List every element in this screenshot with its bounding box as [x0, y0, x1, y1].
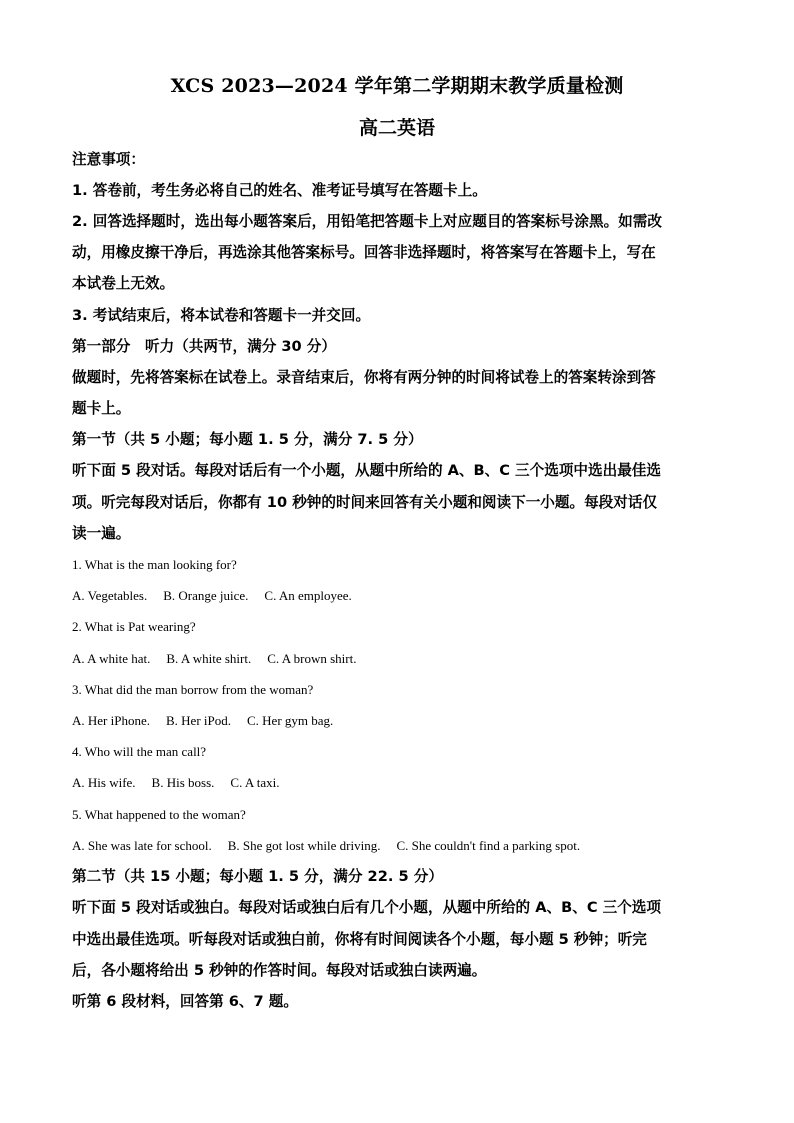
question-3-stem: 3. What did the man borrow from the woman?: [72, 682, 314, 697]
part1-intro-line-1: 做题时，先将答案标在试卷上。录音结束后，你将有两分钟的时间将试卷上的答案转涂到答: [72, 369, 656, 386]
part1-heading: 第一部分 听力（共两节，满分 30 分）: [72, 338, 336, 355]
notice-item-1: 1. 答卷前，考生务必将自己的姓名、准考证号填写在答题卡上。: [72, 182, 487, 199]
section1-heading: 第一节（共 5 小题；每小题 1. 5 分，满分 7. 5 分）: [72, 431, 423, 448]
exam-title: XCS 2023—2024 学年第二学期期末教学质量检测: [170, 75, 624, 97]
question-2-option-b: B. A white shirt.: [166, 651, 252, 666]
question-3-option-a: A. Her iPhone.: [72, 713, 150, 728]
part1-intro-line-2: 题卡上。: [72, 400, 131, 417]
section1-intro-line-1: 听下面 5 段对话。每段对话后有一个小题，从题中所给的 A、B、C 三个选项中选出最佳选: [72, 462, 661, 479]
section2-intro-line-1: 听下面 5 段对话或独白。每段对话或独白后有几个小题，从题中所给的 A、B、C 三个选项: [72, 899, 661, 916]
question-3-options: [72, 713, 722, 729]
question-3-option-b: B. Her iPod.: [166, 713, 231, 728]
question-1-option-b: B. Orange juice.: [163, 588, 249, 603]
question-1-stem: 1. What is the man looking for?: [72, 557, 237, 572]
notice-item-2-line-1: 2. 回答选择题时，选出每小题答案后，用铅笔把答题卡上对应题目的答案标号涂黑。如需改: [72, 213, 662, 230]
section1-intro-line-3: 读一遍。: [72, 525, 131, 542]
section2-instruction: 听第 6 段材料，回答第 6、7 题。: [72, 993, 298, 1010]
notice-item-3: 3. 考试结束后，将本试卷和答题卡一并交回。: [72, 307, 371, 324]
question-1-option-c: C. An employee.: [264, 588, 352, 603]
question-5-option-a: A. She was late for school.: [72, 838, 212, 853]
question-5-option-c: C. She couldn't find a parking spot.: [396, 838, 581, 853]
section2-heading: 第二节（共 15 小题；每小题 1. 5 分，满分 22. 5 分）: [72, 868, 443, 885]
notice-item-2-line-3: 本试卷上无效。: [72, 275, 175, 292]
question-5-options: [72, 838, 722, 854]
question-4-option-b: B. His boss.: [151, 775, 215, 790]
question-4-option-c: C. A taxi.: [230, 775, 280, 790]
question-5-option-b: B. She got lost while driving.: [227, 838, 381, 853]
question-1-options: [72, 588, 722, 604]
exam-subject: 高二英语: [358, 117, 435, 139]
section2-intro-line-3: 后，各小题将给出 5 秒钟的作答时间。每段对话或独白读两遍。: [72, 962, 487, 979]
question-2-options: [72, 651, 722, 667]
question-3-option-c: C. Her gym bag.: [247, 713, 334, 728]
notice-item-2-line-2: 动，用橡皮擦干净后，再选涂其他答案标号。回答非选择题时，将答案写在答题卡上，写在: [72, 244, 656, 261]
question-4-stem: 4. Who will the man call?: [72, 744, 207, 759]
question-4-option-a: A. His wife.: [72, 775, 136, 790]
question-4-options: [72, 775, 722, 791]
question-1-option-a: A. Vegetables.: [72, 588, 148, 603]
section2-intro-line-2: 中选出最佳选项。听每段对话或独白前，你将有时间阅读各个小题，每小题 5 秒钟；听完: [72, 931, 647, 948]
question-2-stem: 2. What is Pat wearing?: [72, 619, 196, 634]
section1-intro-line-2: 项。听完每段对话后，你都有 10 秒钟的时间来回答有关小题和阅读下一小题。每段对话仅: [72, 494, 658, 511]
question-5-stem: 5. What happened to the woman?: [72, 807, 246, 822]
question-2-option-c: C. A brown shirt.: [267, 651, 357, 666]
question-2-option-a: A. A white hat.: [72, 651, 151, 666]
notice-heading: 注意事项：: [72, 151, 145, 168]
